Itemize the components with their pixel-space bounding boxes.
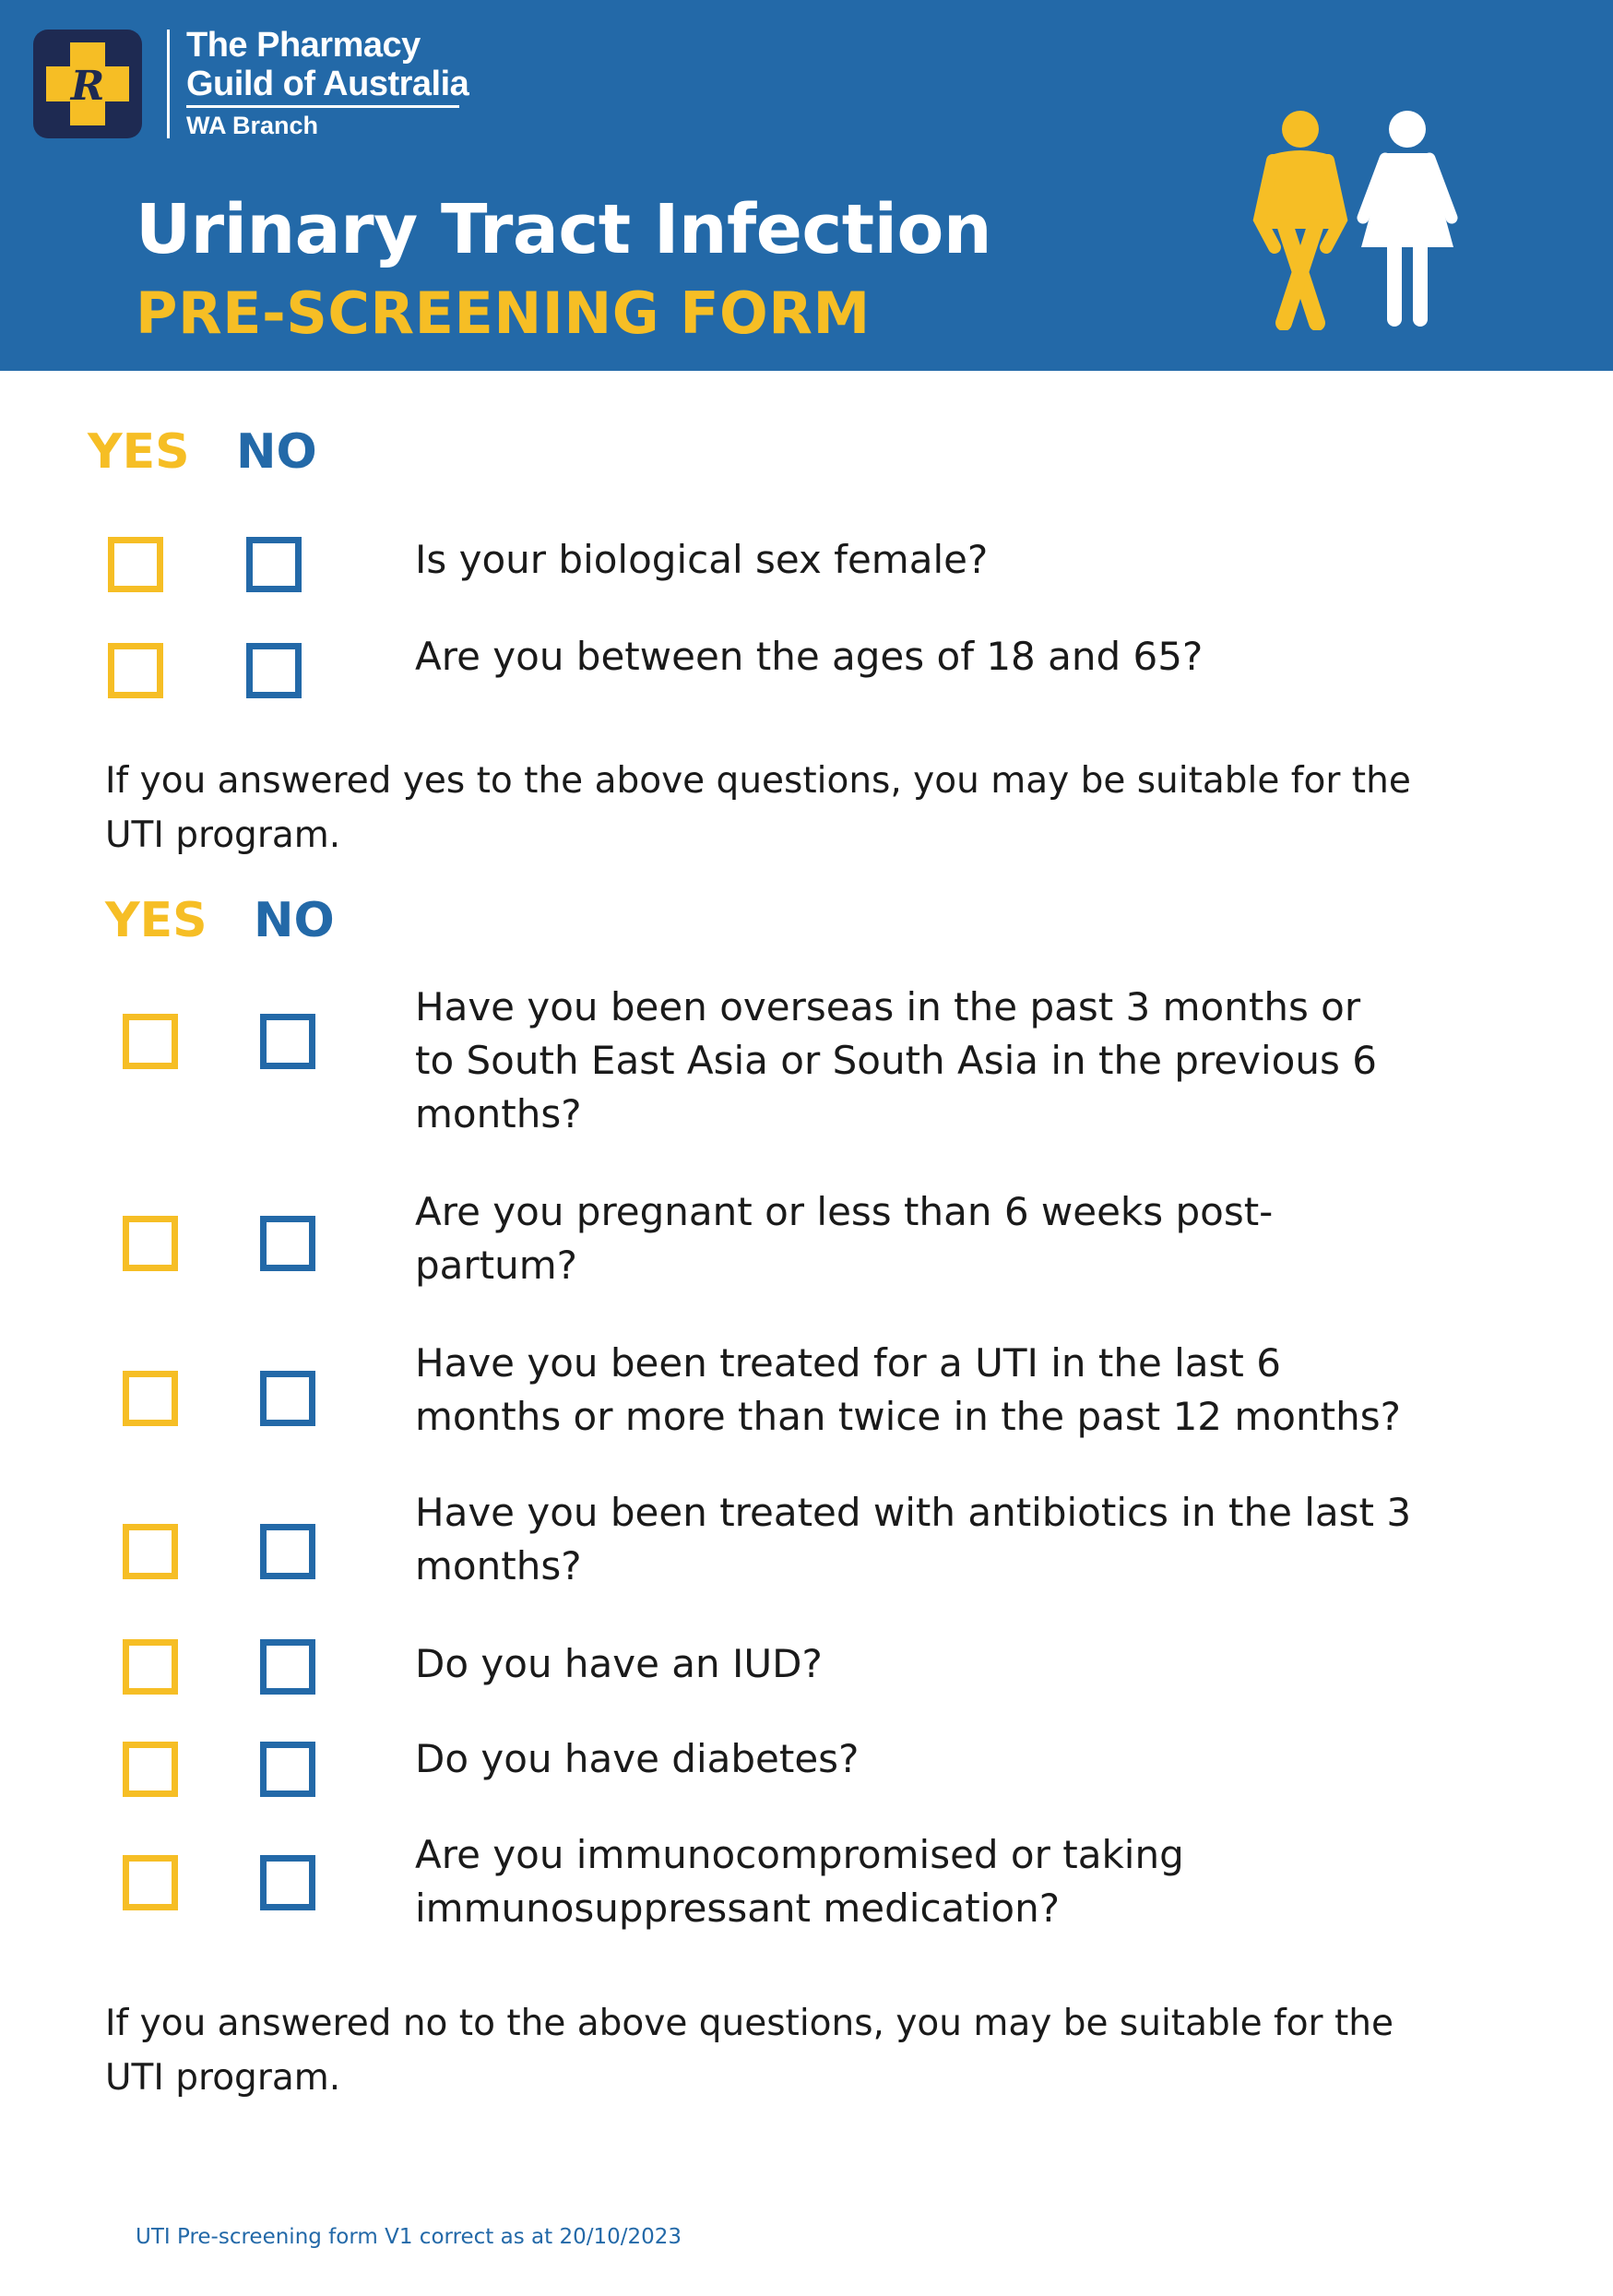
org-name-underline	[186, 105, 459, 108]
q2-no-checkbox[interactable]	[246, 643, 302, 698]
question-line: to South East Asia or South Asia in the previous 6	[415, 1038, 1377, 1083]
q1-yes-checkbox[interactable]	[108, 537, 163, 592]
org-name-line2: Guild of Australia	[186, 65, 469, 103]
q3-no-checkbox[interactable]	[260, 1014, 315, 1069]
footer-version: UTI Pre-screening form V1 correct as at 20/10/2023	[136, 2225, 682, 2249]
question-pregnancy	[415, 1185, 1273, 1292]
question-line: Have you been treated for a UTI in the last 6	[415, 1340, 1281, 1386]
question-line: partum?	[415, 1243, 577, 1288]
section2-note	[105, 1996, 1394, 2105]
section1-no-header: NO	[236, 424, 317, 480]
question-line: months?	[415, 1091, 582, 1136]
question-biological-sex: Is your biological sex female?	[415, 537, 989, 582]
q8-no-checkbox[interactable]	[260, 1742, 315, 1797]
q6-yes-checkbox[interactable]	[123, 1524, 178, 1579]
q8-yes-checkbox[interactable]	[123, 1742, 178, 1797]
section1-note-line: UTI program.	[105, 815, 341, 856]
section1-yes-header: YES	[88, 424, 190, 480]
question-line: Are you pregnant or less than 6 weeks post-	[415, 1189, 1274, 1234]
question-age-range: Are you between the ages of 18 and 65?	[415, 634, 1204, 679]
question-prior-uti-treatment	[415, 1337, 1401, 1444]
question-line: immunosuppressant medication?	[415, 1886, 1061, 1931]
question-line: months or more than twice in the past 12 months?	[415, 1394, 1401, 1439]
question-immunocompromised	[415, 1828, 1184, 1935]
question-line: Have you been treated with antibiotics in the last 3	[415, 1490, 1412, 1535]
question-iud: Do you have an IUD?	[415, 1641, 823, 1686]
q9-no-checkbox[interactable]	[260, 1855, 315, 1910]
question-line: Have you been overseas in the past 3 months or	[415, 984, 1361, 1029]
question-diabetes: Do you have diabetes?	[415, 1736, 860, 1781]
q7-yes-checkbox[interactable]	[123, 1639, 178, 1695]
section1-note	[105, 754, 1411, 862]
page-subtitle: PRE-SCREENING FORM	[136, 280, 871, 347]
svg-text:R: R	[70, 63, 105, 110]
question-line: months?	[415, 1543, 582, 1588]
q7-no-checkbox[interactable]	[260, 1639, 315, 1695]
question-antibiotics	[415, 1486, 1411, 1593]
q4-no-checkbox[interactable]	[260, 1216, 315, 1271]
page-title: Urinary Tract Infection	[136, 190, 992, 269]
section2-no-header: NO	[254, 893, 335, 948]
logo-divider	[167, 30, 170, 138]
section1-note-line: If you answered yes to the above questions, you may be suitable for the	[105, 760, 1411, 802]
q3-yes-checkbox[interactable]	[123, 1014, 178, 1069]
section2-yes-header: YES	[105, 893, 208, 948]
question-overseas-travel	[415, 981, 1377, 1141]
header-banner	[0, 0, 1613, 371]
q1-no-checkbox[interactable]	[246, 537, 302, 592]
pharmacy-cross-icon	[33, 30, 142, 138]
org-name-line1: The Pharmacy	[186, 26, 421, 65]
male-female-figures-icon	[1252, 109, 1474, 330]
org-branch: WA Branch	[186, 112, 319, 139]
question-line: Are you immunocompromised or taking	[415, 1832, 1184, 1877]
q6-no-checkbox[interactable]	[260, 1524, 315, 1579]
q5-no-checkbox[interactable]	[260, 1371, 315, 1426]
q9-yes-checkbox[interactable]	[123, 1855, 178, 1910]
q2-yes-checkbox[interactable]	[108, 643, 163, 698]
q4-yes-checkbox[interactable]	[123, 1216, 178, 1271]
section2-note-line: If you answered no to the above questions, you may be suitable for the	[105, 2003, 1394, 2044]
q5-yes-checkbox[interactable]	[123, 1371, 178, 1426]
section2-note-line: UTI program.	[105, 2057, 341, 2099]
